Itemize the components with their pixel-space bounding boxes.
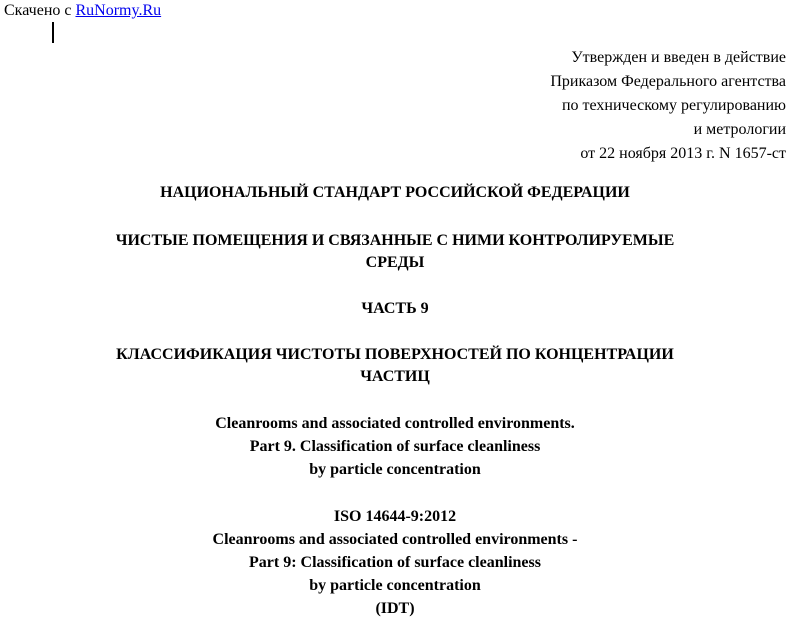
approval-line: от 22 ноября 2013 г. N 1657-ст xyxy=(580,145,786,162)
standard-heading xyxy=(0,182,790,204)
english-title-line: by particle concentration xyxy=(309,461,481,478)
approval-line: Утвержден и введен в действие xyxy=(571,49,786,66)
iso-equivalence: (IDT) xyxy=(375,600,415,617)
source-line xyxy=(4,1,161,21)
english-title-line: Cleanrooms and associated controlled environments. xyxy=(215,415,575,432)
iso-title-line: by particle concentration xyxy=(309,577,481,594)
approval-line: Приказом Федерального агентства xyxy=(550,73,786,90)
iso-title-line: Part 9: Classification of surface cleanliness xyxy=(249,554,541,571)
part-number-text: ЧАСТЬ 9 xyxy=(361,300,429,317)
standard-heading-text: НАЦИОНАЛЬНЫЙ СТАНДАРТ РОССИЙСКОЙ ФЕДЕРАЦИИ xyxy=(160,184,630,201)
iso-reference xyxy=(0,505,790,620)
standard-title xyxy=(0,230,790,274)
standard-title-line: СРЕДЫ xyxy=(365,254,425,271)
part-number xyxy=(0,298,790,320)
iso-number: ISO 14644-9:2012 xyxy=(333,508,457,525)
standard-title-line: ЧИСТЫЕ ПОМЕЩЕНИЯ И СВЯЗАННЫЕ С НИМИ КОНТРОЛИРУЕМЫЕ xyxy=(115,232,675,249)
runormy-link[interactable]: RuNormy.Ru xyxy=(75,2,162,19)
iso-title-line: Cleanrooms and associated controlled environments - xyxy=(212,531,578,548)
english-title-line: Part 9. Classification of surface cleanliness xyxy=(249,438,541,455)
classification-title-line: ЧАСТИЦ xyxy=(360,368,430,385)
source-prefix: Скачено с xyxy=(4,2,76,19)
approval-line: по техническому регулированию xyxy=(561,97,786,114)
text-cursor xyxy=(52,22,54,43)
classification-title-line: КЛАССИФИКАЦИЯ ЧИСТОТЫ ПОВЕРХНОСТЕЙ ПО КОНЦЕНТРАЦИИ xyxy=(116,346,674,363)
classification-title xyxy=(0,344,790,388)
approval-block xyxy=(550,46,786,166)
english-title xyxy=(0,412,790,481)
approval-line: и метрологии xyxy=(693,121,786,138)
